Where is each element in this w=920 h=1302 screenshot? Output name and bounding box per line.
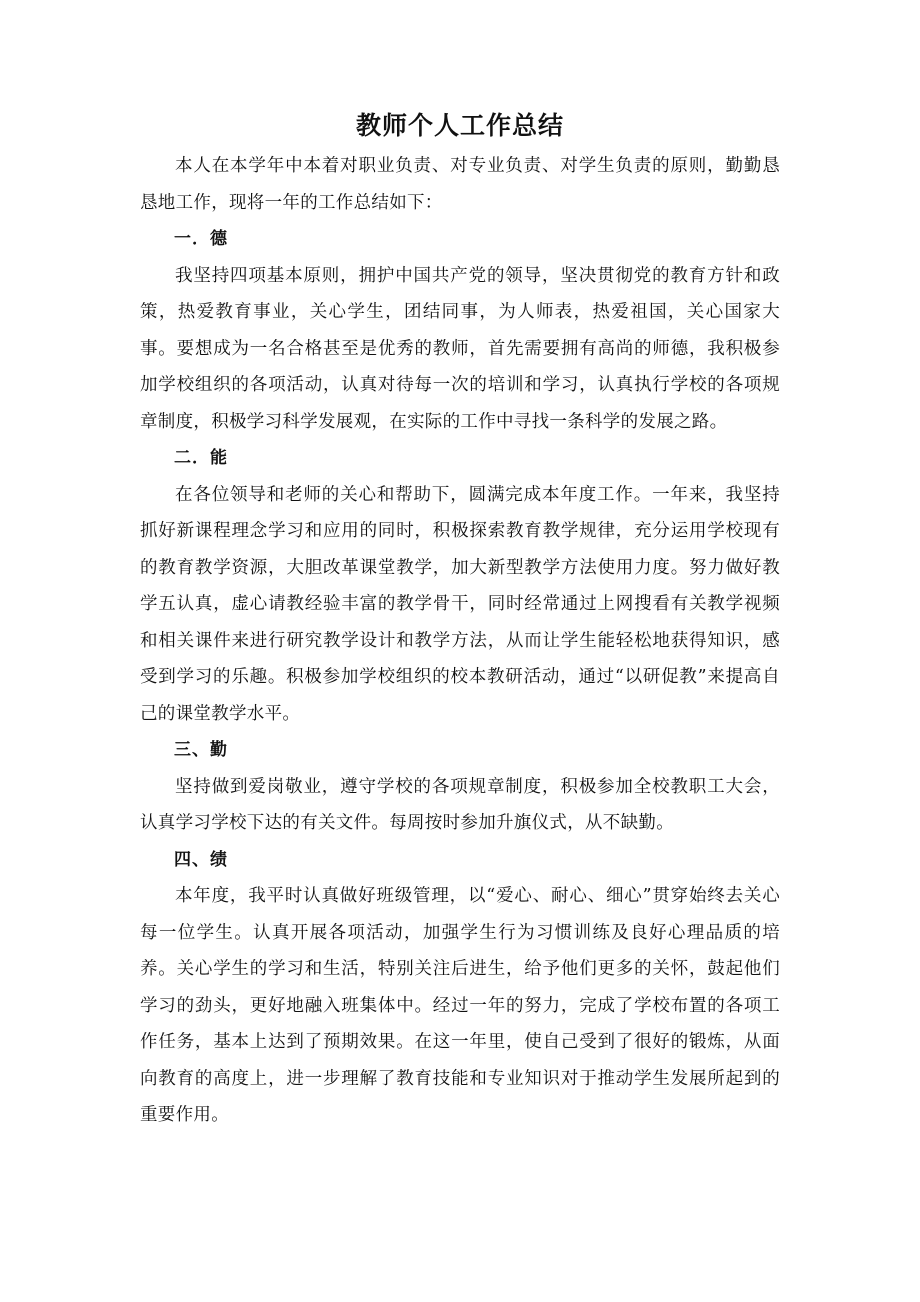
section-heading: 四、绩 (174, 849, 228, 870)
intro-paragraph: 本人在本学年中本着对职业负责、对专业负责、对学生负责的原则，勤勤恳恳地工作，现将一年的工作总结如下： (140, 156, 780, 213)
document-page (140, 108, 780, 1134)
section-body: 我坚持四项基本原则，拥护中国共产党的领导，坚决贯彻党的教育方针和政策，热爱教育事业，关心学生，团结同事，为人师表，热爱祖国，关心国家大事。要想成为一名合格甚至是优秀的教师，首先需要拥有高尚的师德，我积极参加学校组织的各项活动，认真对待每一次的培训和学习，认真执行学校的各项规章制度，积极学习科学发展观，在实际的工作中寻找一条科学的发展之路。 (140, 265, 780, 432)
section-body: 在各位领导和老师的关心和帮助下，圆满完成本年度工作。一年来，我坚持抓好新课程理念学习和应用的同时，积极探索教育教学规律，充分运用学校现有的教育教学资源，大胆改革课堂教学，加大新型教学方法使用力度。努力做好教学五认真，虚心请教经验丰富的教学骨干，同时经常通过上网搜看有关教学视频和相关课件来进行研究教学设计和教学方法，从而让学生能轻松地获得知识，感受到学习的乐趣。积极参加学校组织的校本教研活动，通过“以研促教”来提高自己的课堂教学水平。 (140, 484, 780, 724)
section-heading: 一．德 (174, 229, 228, 249)
section-achievement (140, 842, 780, 1134)
section-virtue (140, 221, 780, 440)
section-ability (140, 440, 780, 732)
section-heading: 三、勤 (174, 740, 228, 760)
section-body: 坚持做到爱岗敬业，遵守学校的各项规章制度，积极参加全校教职工大会，认真学习学校下达的有关文件。每周按时参加升旗仪式，从不缺勤。 (140, 776, 780, 833)
document-title: 教师个人工作总结 (355, 111, 564, 140)
section-heading: 二．能 (174, 448, 228, 468)
section-diligence (140, 732, 780, 842)
section-body: 本年度，我平时认真做好班级管理，以“爱心、耐心、细心”贯穿始终去关心每一位学生。认真开展各项活动，加强学生行为习惯训练及良好心理品质的培养。关心学生的学习和生活，特别关注后进生，给予他们更多的关怀，鼓起他们学习的劲头，更好地融入班集体中。经过一年的努力，完成了学校布置的各项工作任务，基本上达到了预期效果。在这一年里，使自己受到了很好的锻炼，从面向教育的高度上，进一步理解了教育技能和专业知识对于推动学生发展所起到的重要作用。 (140, 886, 780, 1125)
